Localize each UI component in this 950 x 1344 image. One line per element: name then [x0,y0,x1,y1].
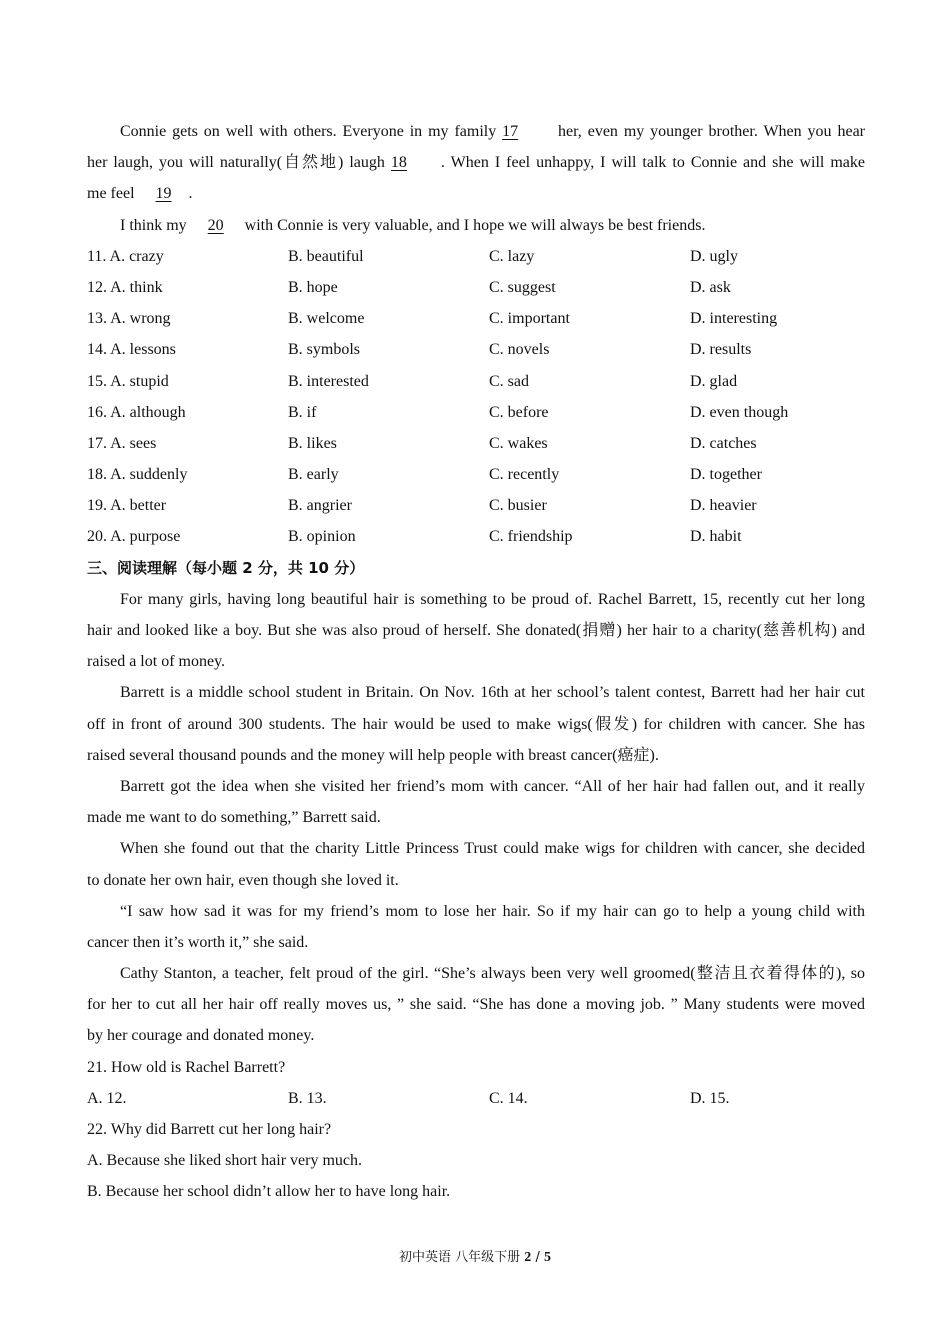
option-row: 11. A. crazy B. beautiful C. lazy D. ugly [87,247,738,265]
blank-18: 18 [390,154,407,172]
option-b: B. 13. [288,1089,327,1107]
exam-page [87,116,865,1208]
passage-line: When she found out that the charity Little Princess Trust could make wigs for children with cancer, she decided [120,840,865,858]
passage-line: made me want to do something,” Barrett said. [87,809,381,827]
page-number: 2 [524,1250,532,1265]
passage-line: for her to cut all her hair off really moves us, ” she said. “She has done a moving job. ” Many students were moved [87,996,865,1014]
section-heading: 三、阅读理解（每小题 2 分，共 10 分） [87,558,365,577]
option-a: A. 12. [87,1089,127,1107]
question-21-options [87,1083,865,1114]
passage-line: Barrett got the idea when she visited her friend’s mom with cancer. “All of her hair had fallen out, and it really [120,777,865,795]
cloze-line: her laugh, you will naturally(自然地) laugh 18 . When I feel unhappy, I will talk to Connie and she will make [87,147,865,178]
cloze-options [87,241,865,553]
blank-20: 20 [207,216,224,234]
option-a: A. Because she liked short hair very much. [87,1152,363,1170]
page-total: 5 [543,1250,551,1265]
passage-line: For many girls, having long beautiful hair is something to be proud of. Rachel Barrett, 15, recently cut her long [120,590,865,608]
passage-line: by her courage and donated money. [87,1027,315,1045]
cloze-line: I think my 20 with Connie is very valuable, and I hope we will always be best friends. [87,210,865,241]
passage-line: Barrett is a middle school student in Britain. On Nov. 16th at her school’s talent contest, Barrett had her hair cut [120,684,865,702]
option-b: B. Because her school didn’t allow her to have long hair. [87,1183,451,1201]
question-21: 21. How old is Rachel Barrett? [87,1058,286,1076]
option-row: 19. A. better B. angrier C. busier D. heavier [87,497,757,515]
question-22: 22. Why did Barrett cut her long hair? [87,1121,332,1138]
blank-17: 17 [502,123,519,140]
footer-label: 初中英语 八年级下册 [399,1250,521,1265]
passage-line: “I saw how sad it was for my friend’s mom to lose her hair. So if my hair can go to help a young child with [120,902,865,920]
option-row: 18. A. suddenly B. early C. recently D. together [87,466,762,484]
page-separator: / [535,1250,540,1265]
option-row: 17. A. sees B. likes C. wakes D. catches [87,434,757,452]
cloze-line: me feel 19 . [87,178,865,209]
page-footer [0,1246,950,1266]
passage-line: hair and looked like a boy. But she was also proud of herself. She donated(捐赠) her hair to a charity(慈善机构) and [87,622,865,639]
passage-line: to donate her own hair, even though she loved it. [87,871,399,889]
option-row: 12. A. think B. hope C. suggest D. ask [87,278,731,296]
option-row: 16. A. although B. if C. before D. even though [87,403,789,421]
reading-passage [87,584,865,1052]
passage-line: off in front of around 300 students. The hair would be used to make wigs(假发) for children with cancer. She has [87,715,865,733]
passage-line: Cathy Stanton, a teacher, felt proud of the girl. “She’s always been very well groomed(整洁且衣着得体的), so [120,965,865,983]
passage-line: raised a lot of money. [87,653,226,671]
cloze-line: Connie gets on well with others. Everyone in my family 17 her, even my younger brother. When you hear [87,116,865,147]
option-c: C. 14. [489,1089,528,1107]
option-d: D. 15. [690,1089,730,1107]
passage-line: raised several thousand pounds and the money will help people with breast cancer(癌症). [87,746,659,764]
option-row: 15. A. stupid B. interested C. sad D. glad [87,372,738,390]
option-row: 20. A. purpose B. opinion C. friendship D. habit [87,528,742,546]
blank-19: 19 [155,185,172,203]
option-row: 13. A. wrong B. welcome C. important D. interesting [87,310,778,328]
option-row: 14. A. lessons B. symbols C. novels D. results [87,341,752,359]
passage-line: cancer then it’s worth it,” she said. [87,933,309,951]
